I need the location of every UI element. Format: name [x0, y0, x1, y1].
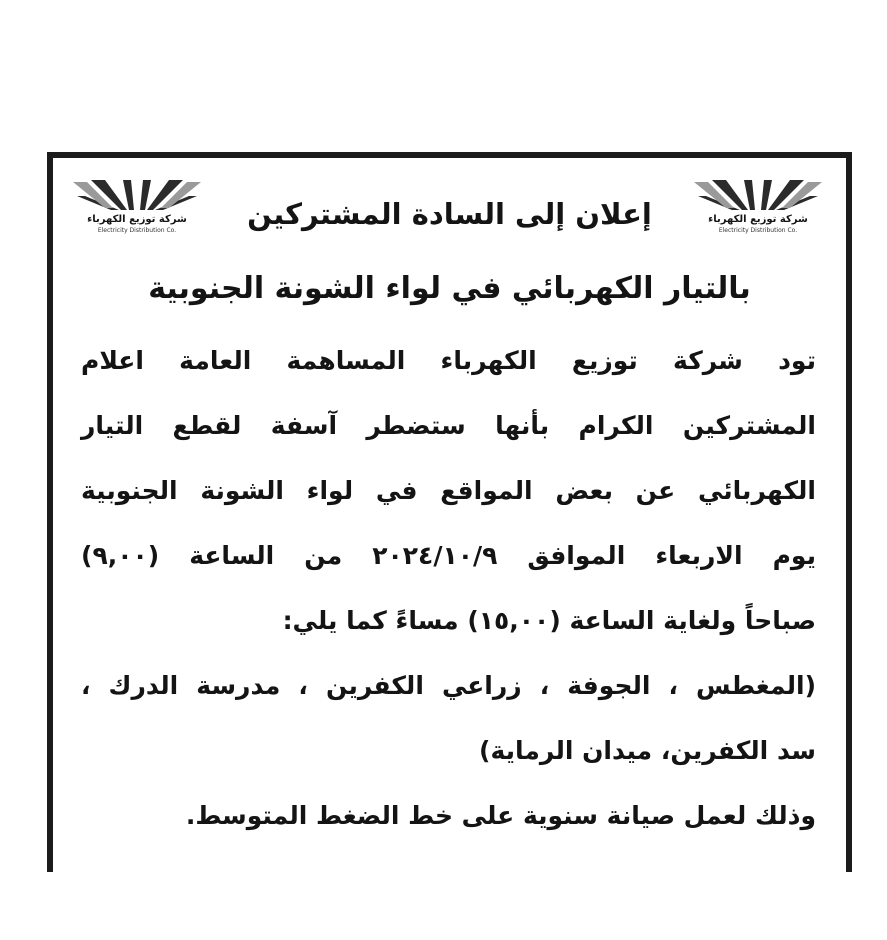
body-line-2: المشتركين الكرام بأنها ستضطر آسفة لقطع التيار — [81, 411, 816, 440]
body-line-4: يوم الاربعاء الموافق ٢٠٢٤/١٠/٩ من الساعة (٩,٠٠) — [81, 541, 816, 570]
announcement-subtitle: بالتيار الكهربائي في لواء الشونة الجنوبية — [148, 271, 751, 306]
body-line-5: صباحاً ولغاية الساعة (١٥,٠٠) مساءً كما يلي: — [282, 606, 816, 635]
sunrise-logo-icon — [692, 178, 824, 212]
announcement-body — [81, 332, 816, 852]
body-line-8: وذلك لعمل صيانة سنوية على خط الضغط المتوسط. — [185, 801, 816, 830]
logo-arabic-name: شركة توزيع الكهرباء — [87, 214, 187, 225]
body-line-6: (المغطس ، الجوفة ، زراعي الكفرين ، مدرسة الدرك ، — [81, 671, 816, 700]
body-line-1: تود شركة توزيع الكهرباء المساهمة العامة اعلام — [81, 346, 816, 375]
announcement-box — [47, 152, 852, 872]
body-line-3: الكهربائي عن بعض المواقع في لواء الشونة الجنوبية — [81, 476, 816, 505]
body-line-7: سد الكفرين، ميدان الرماية) — [479, 736, 816, 765]
company-logo-right — [692, 178, 824, 244]
logo-english-name: Electricity Distribution Co. — [718, 227, 798, 234]
company-logo-left — [71, 178, 203, 244]
sunrise-logo-icon — [71, 178, 203, 212]
logo-arabic-name: شركة توزيع الكهرباء — [708, 214, 808, 225]
logo-english-name: Electricity Distribution Co. — [97, 227, 177, 234]
announcement-title: إعلان إلى السادة المشتركين — [247, 197, 652, 231]
